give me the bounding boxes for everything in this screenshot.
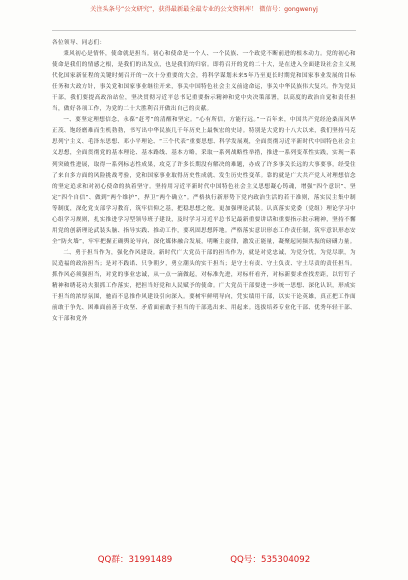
footer (0, 553, 408, 565)
paragraph-section-2: 二、勇于担当作为，强化作风建设。新时代广大党员干部的担当作为，就是对党忠诚，为党分忧，为党尽职，为民造福的政治担当；是对不践诺、只争朝夕，勇立潮头的实干担当；是守土有责、守土负责、守土尽责的责任担当。抓作风必须强担当，对党的事业忠诚，从一点一滴做起，对标准先进，对标杆看齐，对标新要求查找差距，以钉钉子精神和绣花功夫狠抓工作落实，把担当好党和人民赋予的使命。广大党员干部要进一步统一思想、深化认识，形成实干担当的浓厚氛围，驰而不息推作风建设引向深入。要树牢鲜明导向，凭实绩用干部，以实干论英雄，真正把工作面前敢于争先、困难面前善于攻坚、矛盾面前敢于担当的干部选出来、用起来。选拔培养专业化干部、优秀年轻干部、女干部和党外 (52, 249, 356, 323)
footer-qq-group: QQ群：31991489 (97, 555, 173, 565)
header-divider (52, 30, 356, 31)
greeting: 各位领导、同志们： (52, 40, 106, 46)
header-banner-text: 关注头条号“公文研究”，获得最新最全最专业的公文资料库！ 微信号：gongwenyj (90, 6, 318, 13)
footer-qq-number: QQ号：535304092 (230, 555, 311, 565)
header-banner (60, 6, 348, 15)
paragraph-section-1: 一、要坚定理想信念，永葆“赶考”的清醒和坚定。“心有所信，方能行远。”一百年来，中国共产党经沧桑而风华正茂、饱经磨难而生机勃勃，书写出中华民族几千年历史上最恢宏的史诗。特别是大党的十八大以来，我们坚持马克思列宁主义、毛泽东思想、邓小平理论、“三个代表”重要思想、科学发展观，全面贯彻习近平新时代中国特色社会主义思想，全面贯彻党的基本理论、基本路线、基本方略，采取一系列战略性举措，推进一系列变革性实践，实现一系列突破性进展，取得一系列标志性成果，攻克了许多长期没有解决的难题，办成了许多事关长远的大事要事，经受住了来自多方面的风险挑战考验，党和国家事业取得历史性成就、发生历史性变革。靠的就是广大共产党人对理想信念的坚定追求和对初心使命的执着坚守。坚持用习近平新时代中国特色社会主义思想凝心铸魂，增强“四个意识”、坚定“四个自信”、做到“两个维护”，捍卫“两个确立”。严格执行新形势下党内政治生活的若干准则，落实民主集中制等制度，深化党支部学习教育，筑牢信仰之基，把稳思想之舵，更加强理论武装。认真落实党委（党组）理论学习中心组学习规则，扎实推进学习型领导班子建设，及时学习习近平总书记最新重要讲话和重要指示批示精神，坚持不懈用党的创新理论武装头脑、指导实践、推动工作，要巩固思想阵地。严格落实意识形态工作责任制，筑牢意识形态安全“防火墙”，牢牢把握正确舆论导向，深化媒体融合发展，明晰主旋律，激发正能量，凝聚起同频共振的磅礴力量。 (52, 117, 356, 245)
paragraph-intro: 秉风初心是情怀，使命就是担当。初心和使命是一个人、一个民族、一个政党不断前进的根本动力。党的初心和使命是我们的情感之根，是我们的出发点，也是我们的归宿。即将召开的党的二十大，是在进入全面建设社会主义现代化国家新征程的关键时刻召开的一次十分重要的大会，将科学谋划未来5年乃至更长时期党和国家事业发展的目标任务和大政方针，事关党和国家事业继往开来，事关中国特色社会主义前途命运，事关中华民族伟大复兴。作为党员干部，我们要提高政治站位，坚决贯彻习近平总书记重要指示精神和党中央决策部署，以高度的政治自觉和责任担当，做好各项工作，为党的二十大胜利召开做出自己的贡献。 (52, 51, 356, 113)
document-body (52, 38, 356, 325)
